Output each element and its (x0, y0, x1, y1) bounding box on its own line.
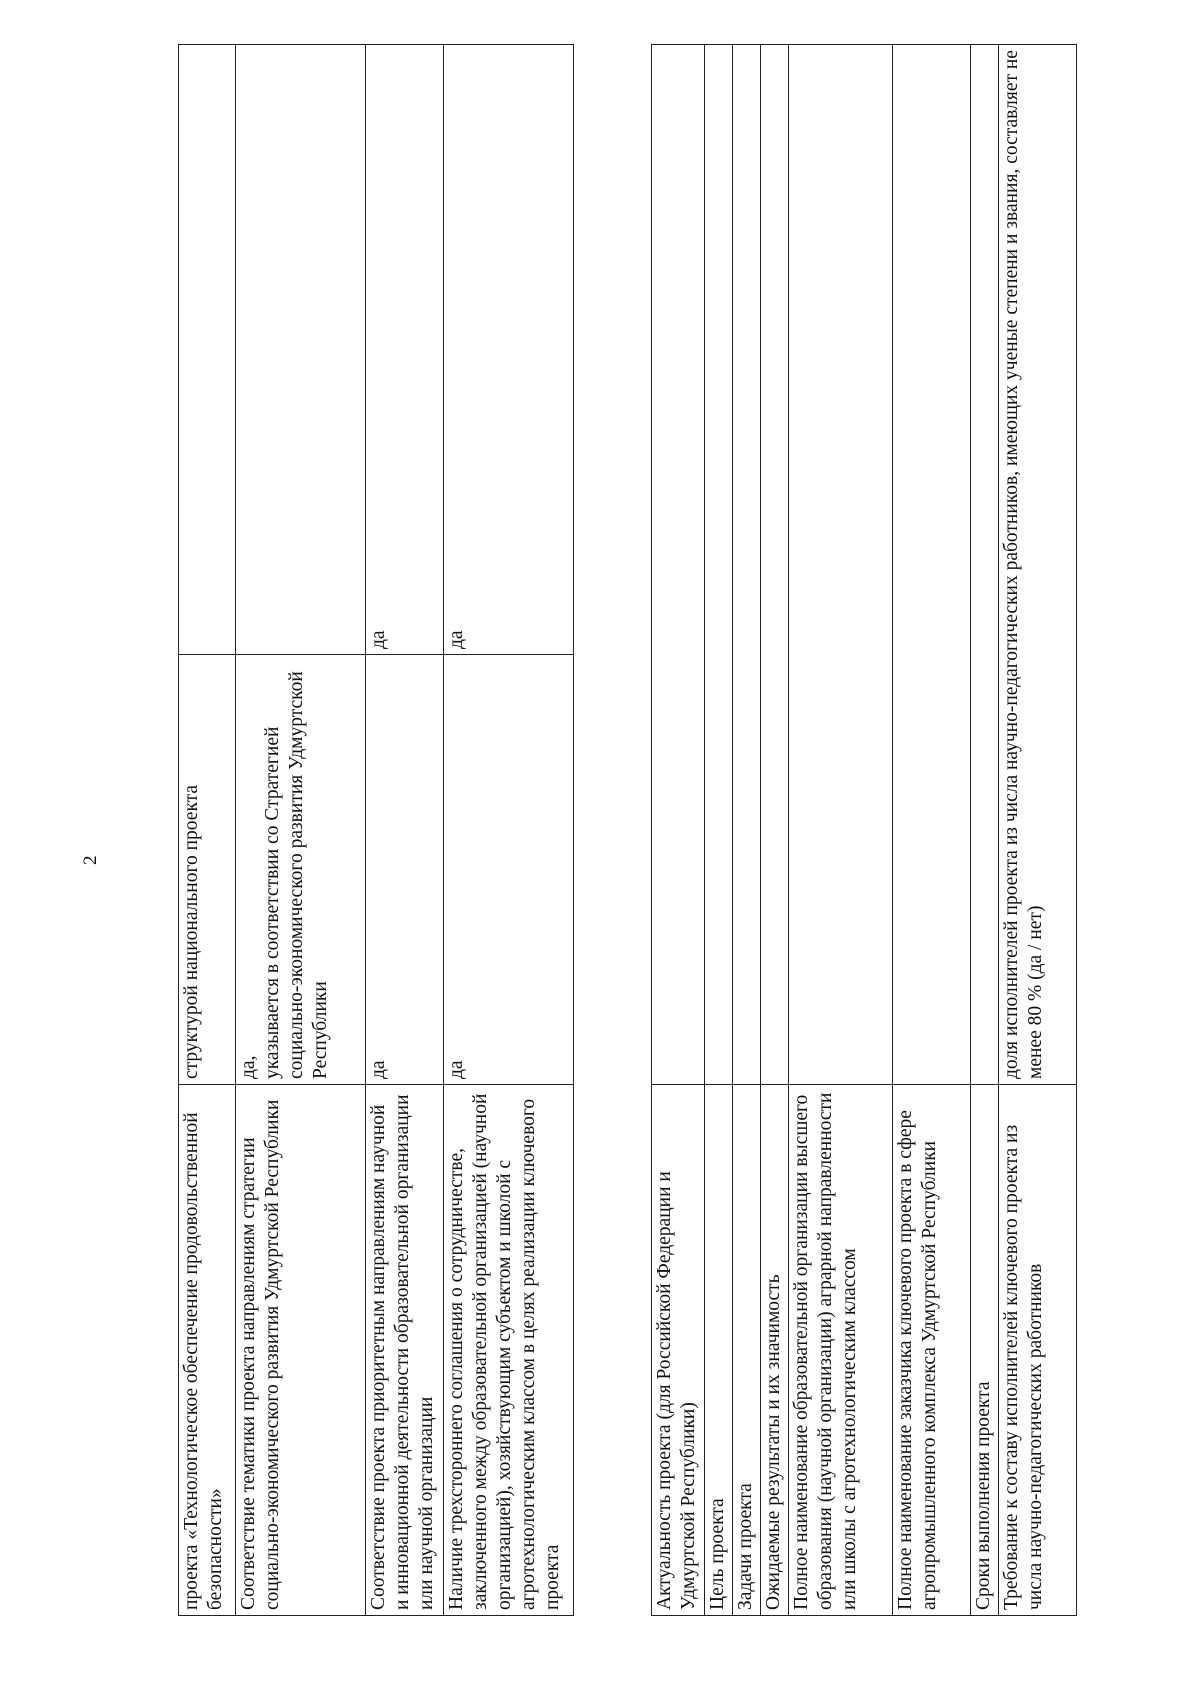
table-cell: Сроки выполнения проекта (971, 1085, 999, 1616)
table-cell (789, 45, 893, 1085)
table-row (366, 45, 444, 1616)
table-cell: Цель проекта (705, 1085, 733, 1616)
table-row (733, 45, 761, 1616)
table-cell: Актуальность проекта (для Российской Федерации и Удмуртской Республики) (652, 1085, 705, 1616)
project-info-table (651, 44, 1077, 1616)
table-row (761, 45, 789, 1616)
table-cell: Соответствие тематики проекта направлениям стратегии социально-экономического развития Удмуртской Республики (236, 1085, 366, 1616)
table-cell: Полное наименование заказчика ключевого проекта в сфере агропромышленного комплекса Удмуртской Республики (893, 1085, 971, 1616)
table-cell: Наличие трехстороннего соглашения о сотрудничестве, заключенного между образовательной организацией (научной организацией), хозяйствующим субъектом и школой с агротехнологическим классом в целях реализации ключевого проекта (444, 1085, 574, 1616)
table-cell (971, 45, 999, 1085)
table-row (652, 45, 705, 1616)
table-row (999, 45, 1077, 1616)
table-row (971, 45, 999, 1616)
table-row (789, 45, 893, 1616)
table-cell: да (366, 655, 444, 1085)
table-cell (761, 45, 789, 1085)
criteria-table (178, 44, 574, 1616)
table-cell: да (444, 655, 574, 1085)
table-cell: Требование к составу исполнителей ключевого проекта из числа научно-педагогических работников (999, 1085, 1077, 1616)
table-cell: да (366, 45, 444, 655)
table-cell: проекта «Технологическое обеспечение продовольственной безопасности» (179, 1085, 236, 1616)
table-row (444, 45, 574, 1616)
table-cell: структурой национального проекта (179, 655, 236, 1085)
page-number: 2 (80, 855, 101, 865)
table-cell (733, 45, 761, 1085)
table-row (893, 45, 971, 1616)
table-cell (705, 45, 733, 1085)
table-row (705, 45, 733, 1616)
table-cell (236, 45, 366, 655)
table-row (236, 45, 366, 1616)
table-cell: доля исполнителей проекта из числа научно-педагогических работников, имеющих ученые степени и звания, составляет не менее 80 % (да / нет) (999, 45, 1077, 1085)
table-row (179, 45, 236, 1616)
table-cell: да, указывается в соответствии со Стратегией социально-экономического развития Удмуртской Республики (236, 655, 366, 1085)
table-cell (893, 45, 971, 1085)
table-cell (652, 45, 705, 1085)
table-cell: да (444, 45, 574, 655)
table-cell (179, 45, 236, 655)
table-cell: Задачи проекта (733, 1085, 761, 1616)
table-cell: Соответствие проекта приоритетным направлениям научной и инновационной деятельности образовательной организации или научной организации (366, 1085, 444, 1616)
table-cell: Полное наименование образовательной организации высшего образования (научной организации) аграрной направленности или школы с агротехнологическим классом (789, 1085, 893, 1616)
table-cell: Ожидаемые результаты и их значимость (761, 1085, 789, 1616)
